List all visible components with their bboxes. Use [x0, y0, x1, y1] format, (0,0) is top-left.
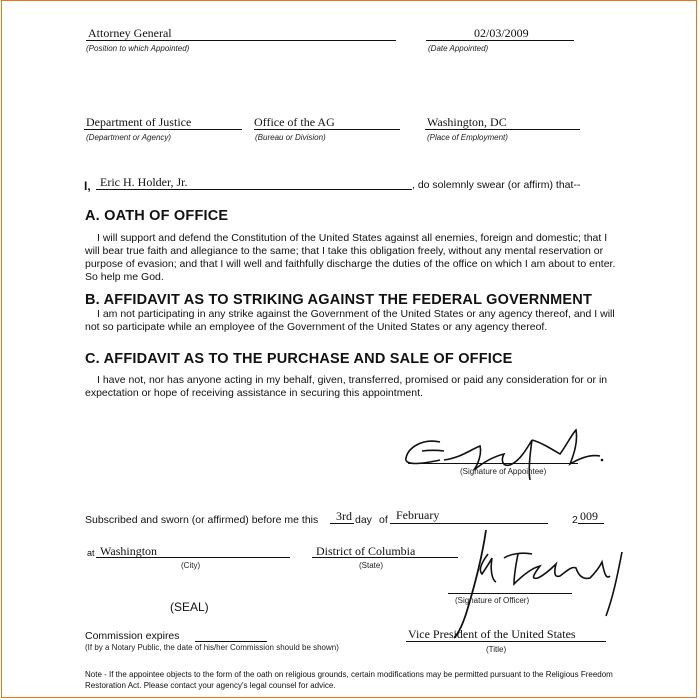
state-value: District of Columbia [316, 544, 416, 558]
appointee-signature [400, 420, 615, 495]
year-line [578, 523, 604, 524]
officer-title: Vice President of the United States [408, 627, 576, 641]
at-label: at [87, 548, 95, 558]
appointee-signature-line [408, 463, 578, 464]
commission-caption: (If by a Notary Public, the date of his/her Commission should be shown) [85, 643, 339, 652]
day-label: day [355, 514, 372, 526]
oath-suffix: , do solemnly swear (or affirm) that-- [412, 179, 581, 191]
year-prefix: 2 [572, 514, 578, 526]
position-caption: (Position to which Appointed) [86, 44, 190, 53]
subscribed-year: 009 [580, 509, 598, 523]
officer-signature-caption: (Signature of Officer) [455, 596, 530, 605]
name-line [96, 189, 412, 190]
bureau-line [254, 129, 400, 130]
section-b-text: I am not participating in any strike against the Government of the United States or any agency thereof, and I will not so participate while an employee of the Government of the United States or any agency thereof. [85, 308, 615, 333]
bureau-caption: (Bureau or Division) [255, 133, 326, 142]
department-line [84, 129, 242, 130]
bureau-value: Office of the AG [254, 115, 335, 129]
appointee-signature-caption: (Signature of Appointee) [460, 467, 547, 476]
subscribed-day: 3rd [336, 509, 352, 523]
date-value: 02/03/2009 [474, 26, 529, 40]
department-caption: (Department or Agency) [86, 133, 172, 142]
commission-label: Commission expires [85, 630, 180, 642]
position-value: Attorney General [88, 26, 172, 40]
subscribed-month: February [396, 508, 440, 522]
seal-label: (SEAL) [170, 600, 209, 614]
section-b-heading: B. AFFIDAVIT AS TO STRIKING AGAINST THE FEDERAL GOVERNMENT [85, 292, 593, 308]
commission-line [195, 641, 267, 642]
city-value: Washington [100, 544, 158, 558]
date-line [426, 40, 574, 41]
place-line [425, 129, 580, 130]
section-c-text: I have not, nor has anyone acting in my behalf, given, transferred, promised or paid any consideration for or in expectation or hope of receiving assistance in securing this appointment. [85, 374, 608, 399]
date-caption: (Date Appointed) [428, 44, 489, 53]
place-value: Washington, DC [427, 115, 507, 129]
city-caption: (City) [181, 561, 201, 570]
state-caption: (State) [359, 561, 384, 570]
department-value: Department of Justice [86, 115, 192, 129]
position-line [86, 40, 396, 41]
appointee-name: Eric H. Holder, Jr. [100, 175, 188, 189]
month-line [390, 523, 548, 524]
officer-signature-line [448, 593, 572, 594]
subscribed-prefix: Subscribed and sworn (or affirmed) before me this [85, 514, 319, 526]
title-caption: (Title) [486, 645, 507, 654]
footnote: Note - If the appointee objects to the form of the oath on religious grounds, certain modifications may be permitted pursuant to the Religious Freedom Restoration Act. Please contact your agency's legal counsel for advice. [85, 670, 613, 690]
oath-prefix: I, [84, 179, 91, 193]
place-caption: (Place of Employment) [427, 133, 508, 142]
section-a-heading: A. OATH OF OFFICE [85, 208, 229, 224]
section-c-heading: C. AFFIDAVIT AS TO THE PURCHASE AND SALE OF OFFICE [85, 351, 513, 367]
day-line [330, 523, 354, 524]
of-label: of [379, 514, 388, 526]
section-a-text: I will support and defend the Constitution of the United States against all enemies, foreign and domestic; that I will bear true faith and allegiance to the same; that I take this obligation freely, without any mental reservation or purpose of evasion; and that I will well and faithfully discharge the duties of the office on which I am about to enter. So help me God. [85, 232, 616, 283]
city-line [96, 557, 290, 558]
officer-signature [430, 528, 640, 640]
title-line [406, 641, 606, 642]
